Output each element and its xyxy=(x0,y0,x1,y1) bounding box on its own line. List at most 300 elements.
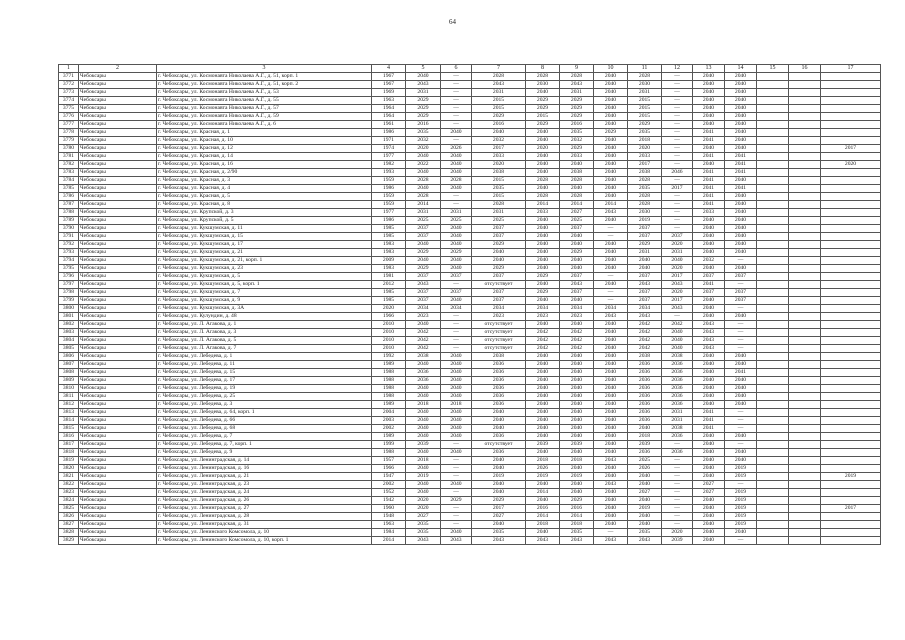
year-cell: — xyxy=(725,321,757,329)
year-cell: 2016 xyxy=(472,121,526,129)
year-cell: — xyxy=(441,73,472,81)
year-cell: — xyxy=(662,81,693,89)
year-cell: 2043 xyxy=(526,537,560,545)
year-cell: — xyxy=(725,441,757,449)
year-cell xyxy=(757,313,789,321)
year-cell: 2017 xyxy=(662,273,693,281)
year-cell: — xyxy=(662,177,693,185)
year-cell: 2019 xyxy=(526,473,560,481)
year-cell xyxy=(821,129,881,137)
year-cell: 2017 xyxy=(628,161,662,169)
table-row xyxy=(59,209,881,217)
year-cell xyxy=(821,105,881,113)
year-cell: 2046 xyxy=(662,169,693,177)
year-cell: 2033 xyxy=(526,209,560,217)
year-cell: 2022 xyxy=(406,161,441,169)
row-number-cell: 3794 xyxy=(59,257,79,265)
year-cell: 2040 xyxy=(594,329,628,337)
year-cell: 2040 xyxy=(472,417,526,425)
address-cell: г. Чебоксары, ул. Лебедева, д. 19 xyxy=(157,385,372,393)
year-cell: — xyxy=(725,337,757,345)
year-cell: 2040 xyxy=(594,217,628,225)
year-cell: 2037 xyxy=(472,233,526,241)
year-cell: 2018 xyxy=(526,521,560,529)
year-cell: 2015 xyxy=(472,193,526,201)
year-cell xyxy=(821,433,881,441)
year-cell xyxy=(757,393,789,401)
year-cell: — xyxy=(662,113,693,121)
year-cell: 2040 xyxy=(594,425,628,433)
address-cell: г. Чебоксары, ул. Лебедева, д. 66 xyxy=(157,417,372,425)
year-cell: 2040 xyxy=(693,249,725,257)
year-cell: 2040 xyxy=(560,361,594,369)
year-cell: 2015 xyxy=(472,105,526,113)
year-cell: 2042 xyxy=(560,337,594,345)
year-cell: 2040 xyxy=(594,161,628,169)
locality-cell: Чебоксары xyxy=(79,105,157,113)
year-cell: 2020 xyxy=(821,161,881,169)
year-cell: 2040 xyxy=(441,385,472,393)
address-cell: г. Чебоксары, ул. Красная, д. 16 xyxy=(157,161,372,169)
year-cell: 2019 xyxy=(725,473,757,481)
row-number-cell: 3809 xyxy=(59,377,79,385)
year-cell xyxy=(789,529,821,537)
locality-cell: Чебоксары xyxy=(79,145,157,153)
year-cell xyxy=(789,473,821,481)
year-cell: — xyxy=(441,97,472,105)
year-cell xyxy=(757,273,789,281)
year-cell: 2040 xyxy=(441,425,472,433)
column-number: 2 xyxy=(79,65,157,73)
year-cell: 2029 xyxy=(526,289,560,297)
year-cell: 2043 xyxy=(594,457,628,465)
year-cell: 2025 xyxy=(560,217,594,225)
year-cell: — xyxy=(725,305,757,313)
address-cell: г. Чебоксары, ул. Лебедева, д. 3 xyxy=(157,401,372,409)
year-cell xyxy=(757,473,789,481)
year-cell xyxy=(789,273,821,281)
year-cell: — xyxy=(441,193,472,201)
year-cell: 2037 xyxy=(725,289,757,297)
address-cell: г. Чебоксары, ул. Лебедева, д. 25 xyxy=(157,393,372,401)
column-number: 12 xyxy=(662,65,693,73)
year-cell: 2018 xyxy=(560,457,594,465)
year-cell: 2040 xyxy=(406,425,441,433)
year-cell xyxy=(821,97,881,105)
year-cell: 2043 xyxy=(693,337,725,345)
year-cell: 2040 xyxy=(406,185,441,193)
year-cell xyxy=(821,529,881,537)
year-cell xyxy=(789,385,821,393)
year-cell: 2035 xyxy=(628,129,662,137)
year-cell: 2040 xyxy=(406,385,441,393)
year-cell: — xyxy=(725,417,757,425)
row-number-cell: 3788 xyxy=(59,209,79,217)
address-cell: г. Чебоксары, ул. Красная, д. 2/90 xyxy=(157,169,372,177)
address-cell: г. Чебоксары, ул. Ленинградская, д. 21 xyxy=(157,473,372,481)
locality-cell: Чебоксары xyxy=(79,193,157,201)
year-cell: 2039 xyxy=(560,441,594,449)
year-cell xyxy=(789,441,821,449)
column-number: 13 xyxy=(693,65,725,73)
year-cell xyxy=(757,537,789,545)
year-cell xyxy=(757,265,789,273)
year-cell: 2017 xyxy=(472,505,526,513)
year-cell: 2034 xyxy=(594,305,628,313)
address-cell: г. Чебоксары, ул. Лебедева, д. 68 xyxy=(157,425,372,433)
year-cell: 2020 xyxy=(406,497,441,505)
year-cell: 2037 xyxy=(472,297,526,305)
year-cell: 2040 xyxy=(441,169,472,177)
year-cell: 2037 xyxy=(662,233,693,241)
year-cell: 2040 xyxy=(725,233,757,241)
year-cell: 2043 xyxy=(441,537,472,545)
year-cell xyxy=(757,369,789,377)
table-row xyxy=(59,281,881,289)
year-cell: — xyxy=(441,313,472,321)
year-cell: — xyxy=(662,121,693,129)
year-cell: — xyxy=(441,337,472,345)
year-cell: — xyxy=(662,201,693,209)
year-cell: 2036 xyxy=(662,385,693,393)
year-cell xyxy=(757,377,789,385)
address-cell: г. Чебоксары, ул. Красная, д. 8 xyxy=(157,201,372,209)
year-cell: 2036 xyxy=(472,377,526,385)
year-cell: 2040 xyxy=(693,225,725,233)
year-cell: 2016 xyxy=(560,121,594,129)
year-cell: 2040 xyxy=(693,113,725,121)
address-cell: г. Чебоксары, ул. Лебедева, д. 7 xyxy=(157,433,372,441)
year-cell: 2041 xyxy=(725,369,757,377)
row-number-cell: 3780 xyxy=(59,145,79,153)
year-cell: 2040 xyxy=(594,249,628,257)
year-cell: 2040 xyxy=(725,217,757,225)
year-cell: 2039 xyxy=(628,441,662,449)
year-cell: 2040 xyxy=(662,337,693,345)
locality-cell: Чебоксары xyxy=(79,481,157,489)
year-cell xyxy=(789,161,821,169)
year-cell: 2040 xyxy=(693,297,725,305)
year-cell: 2040 xyxy=(472,521,526,529)
column-number: 4 xyxy=(372,65,406,73)
year-cell xyxy=(821,289,881,297)
year-cell: 2037 xyxy=(693,289,725,297)
year-cell xyxy=(757,209,789,217)
year-cell: 2040 xyxy=(725,377,757,385)
row-number-cell: 3792 xyxy=(59,241,79,249)
year-cell: 2038 xyxy=(662,425,693,433)
year-cell: 2040 xyxy=(560,401,594,409)
year-cell: 2040 xyxy=(441,529,472,537)
year-cell: 2040 xyxy=(560,377,594,385)
year-cell: 2040 xyxy=(594,337,628,345)
locality-cell: Чебоксары xyxy=(79,353,157,361)
year-cell: 2037 xyxy=(628,273,662,281)
table-row xyxy=(59,89,881,97)
year-cell: 2031 xyxy=(441,209,472,217)
year-cell: 2040 xyxy=(472,129,526,137)
year-cell: 2020 xyxy=(662,265,693,273)
year-cell: 2040 xyxy=(725,313,757,321)
year-cell xyxy=(789,369,821,377)
row-number-cell: 3827 xyxy=(59,521,79,529)
table-row xyxy=(59,265,881,273)
year-cell: 2037 xyxy=(628,225,662,233)
year-cell xyxy=(821,209,881,217)
year-cell: 2040 xyxy=(594,137,628,145)
locality-cell: Чебоксары xyxy=(79,233,157,241)
year-cell xyxy=(789,265,821,273)
year-cell: 2043 xyxy=(594,537,628,545)
year-cell: 2040 xyxy=(526,481,560,489)
locality-cell: Чебоксары xyxy=(79,185,157,193)
year-cell: 2023 xyxy=(406,313,441,321)
year-cell: 2043 xyxy=(662,305,693,313)
year-cell: 2040 xyxy=(406,241,441,249)
year-cell: 2028 xyxy=(560,73,594,81)
year-cell: 2040 xyxy=(526,161,560,169)
year-cell: 2040 xyxy=(594,185,628,193)
year-cell: 1983 xyxy=(372,265,406,273)
year-cell: 2040 xyxy=(441,297,472,305)
year-cell: 2036 xyxy=(662,361,693,369)
year-cell: 2035 xyxy=(560,129,594,137)
column-number: 10 xyxy=(594,65,628,73)
table-row xyxy=(59,177,881,185)
year-cell: 2040 xyxy=(560,233,594,241)
address-cell: г. Чебоксары, ул. Космонавта Николаева А.Г., д. 59 xyxy=(157,113,372,121)
year-cell: 2040 xyxy=(472,457,526,465)
year-cell: 2040 xyxy=(725,121,757,129)
table-row xyxy=(59,113,881,121)
address-cell: г. Чебоксары, ул. Л. Агакова, д. 3 xyxy=(157,329,372,337)
year-cell: 2040 xyxy=(560,265,594,273)
year-cell xyxy=(821,441,881,449)
year-cell: 1964 xyxy=(372,105,406,113)
year-cell: 2036 xyxy=(406,377,441,385)
table-row xyxy=(59,73,881,81)
locality-cell: Чебоксары xyxy=(79,209,157,217)
table-row xyxy=(59,249,881,257)
year-cell: 1985 xyxy=(372,225,406,233)
year-cell: 2040 xyxy=(441,377,472,385)
table-row xyxy=(59,433,881,441)
year-cell: 2029 xyxy=(560,113,594,121)
year-cell xyxy=(757,529,789,537)
address-cell: г. Чебоксары, ул. Ленинградская, д. 14 xyxy=(157,457,372,465)
year-cell xyxy=(821,225,881,233)
address-cell: г. Чебоксары, ул. Крупской, д. 5 xyxy=(157,217,372,225)
year-cell: 2040 xyxy=(594,81,628,89)
column-number: 9 xyxy=(560,65,594,73)
row-number-cell: 3775 xyxy=(59,105,79,113)
year-cell xyxy=(757,521,789,529)
row-number-cell: 3781 xyxy=(59,153,79,161)
year-cell: 2040 xyxy=(526,385,560,393)
year-cell: 2040 xyxy=(441,233,472,241)
year-cell: 2040 xyxy=(441,361,472,369)
year-cell: 2040 xyxy=(560,321,594,329)
year-cell: 2043 xyxy=(628,313,662,321)
table-row xyxy=(59,425,881,433)
year-cell: 2040 xyxy=(693,537,725,545)
year-cell: 2004 xyxy=(372,409,406,417)
year-cell: отсутствует xyxy=(472,337,526,345)
year-cell: 2040 xyxy=(594,409,628,417)
table-row xyxy=(59,513,881,521)
year-cell: 2043 xyxy=(594,313,628,321)
year-cell: 2014 xyxy=(526,489,560,497)
year-cell: 2029 xyxy=(406,265,441,273)
address-cell: г. Чебоксары, ул. Ленинского Комсомола, д. 10, корп. 1 xyxy=(157,537,372,545)
year-cell: 2040 xyxy=(725,393,757,401)
year-cell: 2041 xyxy=(693,129,725,137)
year-cell: 2040 xyxy=(441,481,472,489)
year-cell xyxy=(821,385,881,393)
year-cell xyxy=(821,497,881,505)
year-cell: — xyxy=(662,521,693,529)
year-cell: 2002 xyxy=(372,425,406,433)
year-cell: 2040 xyxy=(526,233,560,241)
year-cell xyxy=(789,377,821,385)
year-cell: 2029 xyxy=(526,97,560,105)
locality-cell: Чебоксары xyxy=(79,497,157,505)
year-cell xyxy=(821,393,881,401)
year-cell: 2018 xyxy=(406,401,441,409)
year-cell: 2038 xyxy=(472,353,526,361)
year-cell: 2031 xyxy=(662,249,693,257)
year-cell: отсутствует xyxy=(472,329,526,337)
year-cell: 2025 xyxy=(406,217,441,225)
year-cell: 2040 xyxy=(693,449,725,457)
year-cell: 1988 xyxy=(372,377,406,385)
year-cell: 2036 xyxy=(472,449,526,457)
year-cell: 2041 xyxy=(725,169,757,177)
year-cell xyxy=(757,385,789,393)
year-cell: 2015 xyxy=(472,177,526,185)
year-cell: отсутствует xyxy=(472,345,526,353)
year-cell: 2029 xyxy=(441,497,472,505)
year-cell: 2040 xyxy=(693,465,725,473)
year-cell: 2040 xyxy=(594,281,628,289)
year-cell: 2040 xyxy=(725,73,757,81)
year-cell: 2040 xyxy=(441,369,472,377)
year-cell: — xyxy=(441,281,472,289)
year-cell: 2028 xyxy=(441,177,472,185)
year-cell: 2040 xyxy=(725,105,757,113)
year-cell xyxy=(789,321,821,329)
year-cell: 2040 xyxy=(693,145,725,153)
year-cell: 2040 xyxy=(693,473,725,481)
year-cell: 2040 xyxy=(693,361,725,369)
year-cell xyxy=(757,97,789,105)
row-number-cell: 3828 xyxy=(59,529,79,537)
year-cell: 2016 xyxy=(526,505,560,513)
address-cell: г. Чебоксары, ул. Лебедева, д. 11 xyxy=(157,361,372,369)
year-cell: 2030 xyxy=(628,81,662,89)
year-cell xyxy=(821,257,881,265)
year-cell: 2040 xyxy=(725,225,757,233)
address-cell: г. Чебоксары, ул. Кукшумская, д. 5, корп. 1 xyxy=(157,281,372,289)
year-cell: 2043 xyxy=(594,481,628,489)
year-cell: 2029 xyxy=(406,97,441,105)
year-cell: 2040 xyxy=(594,361,628,369)
year-cell: 2010 xyxy=(372,329,406,337)
row-number-cell: 3797 xyxy=(59,281,79,289)
year-cell: 2042 xyxy=(628,337,662,345)
row-number-cell: 3819 xyxy=(59,457,79,465)
year-cell: 2014 xyxy=(372,537,406,545)
year-cell: — xyxy=(725,409,757,417)
year-cell xyxy=(789,297,821,305)
row-number-cell: 3789 xyxy=(59,217,79,225)
year-cell: 2032 xyxy=(472,137,526,145)
locality-cell: Чебоксары xyxy=(79,129,157,137)
year-cell: — xyxy=(441,105,472,113)
address-cell: г. Чебоксары, ул. Кулундин, д. 48 xyxy=(157,313,372,321)
address-cell: г. Чебоксары, ул. Красная, д. 3 xyxy=(157,177,372,185)
year-cell xyxy=(789,97,821,105)
year-cell: 2040 xyxy=(441,449,472,457)
year-cell: 2019 xyxy=(406,473,441,481)
year-cell xyxy=(757,305,789,313)
year-cell: — xyxy=(441,329,472,337)
year-cell: 2034 xyxy=(628,305,662,313)
year-cell xyxy=(821,457,881,465)
year-cell: 2029 xyxy=(472,497,526,505)
year-cell: 2040 xyxy=(693,265,725,273)
year-cell: 2037 xyxy=(693,273,725,281)
year-cell: 2040 xyxy=(725,177,757,185)
year-cell: 2037 xyxy=(406,233,441,241)
year-cell: 2037 xyxy=(406,273,441,281)
year-cell: 2020 xyxy=(662,241,693,249)
locality-cell: Чебоксары xyxy=(79,401,157,409)
year-cell: 2036 xyxy=(628,409,662,417)
year-cell xyxy=(821,337,881,345)
year-cell: 2040 xyxy=(526,401,560,409)
year-cell: 2043 xyxy=(693,329,725,337)
row-number-cell: 3786 xyxy=(59,193,79,201)
year-cell: 2028 xyxy=(526,177,560,185)
row-number-cell: 3785 xyxy=(59,185,79,193)
year-cell: 2040 xyxy=(725,193,757,201)
year-cell xyxy=(821,489,881,497)
address-cell: г. Чебоксары, ул. Космонавта Николаева А.Г., д. 51, корп. 2 xyxy=(157,81,372,89)
year-cell: 2040 xyxy=(594,441,628,449)
year-cell: — xyxy=(441,473,472,481)
table-row xyxy=(59,361,881,369)
year-cell: 2029 xyxy=(441,249,472,257)
year-cell: 2040 xyxy=(594,353,628,361)
row-number-cell: 3778 xyxy=(59,129,79,137)
year-cell: 2037 xyxy=(725,273,757,281)
year-cell: 2028 xyxy=(472,201,526,209)
year-cell: 1989 xyxy=(372,401,406,409)
year-cell: 2042 xyxy=(560,345,594,353)
year-cell: 2037 xyxy=(472,225,526,233)
year-cell: 2028 xyxy=(560,177,594,185)
column-number: 7 xyxy=(472,65,526,73)
year-cell xyxy=(757,217,789,225)
year-cell xyxy=(789,105,821,113)
year-cell: 1969 xyxy=(372,89,406,97)
year-cell: 2043 xyxy=(406,81,441,89)
year-cell: 2040 xyxy=(693,505,725,513)
year-cell: — xyxy=(662,137,693,145)
year-cell: — xyxy=(725,537,757,545)
year-cell: 2031 xyxy=(662,417,693,425)
